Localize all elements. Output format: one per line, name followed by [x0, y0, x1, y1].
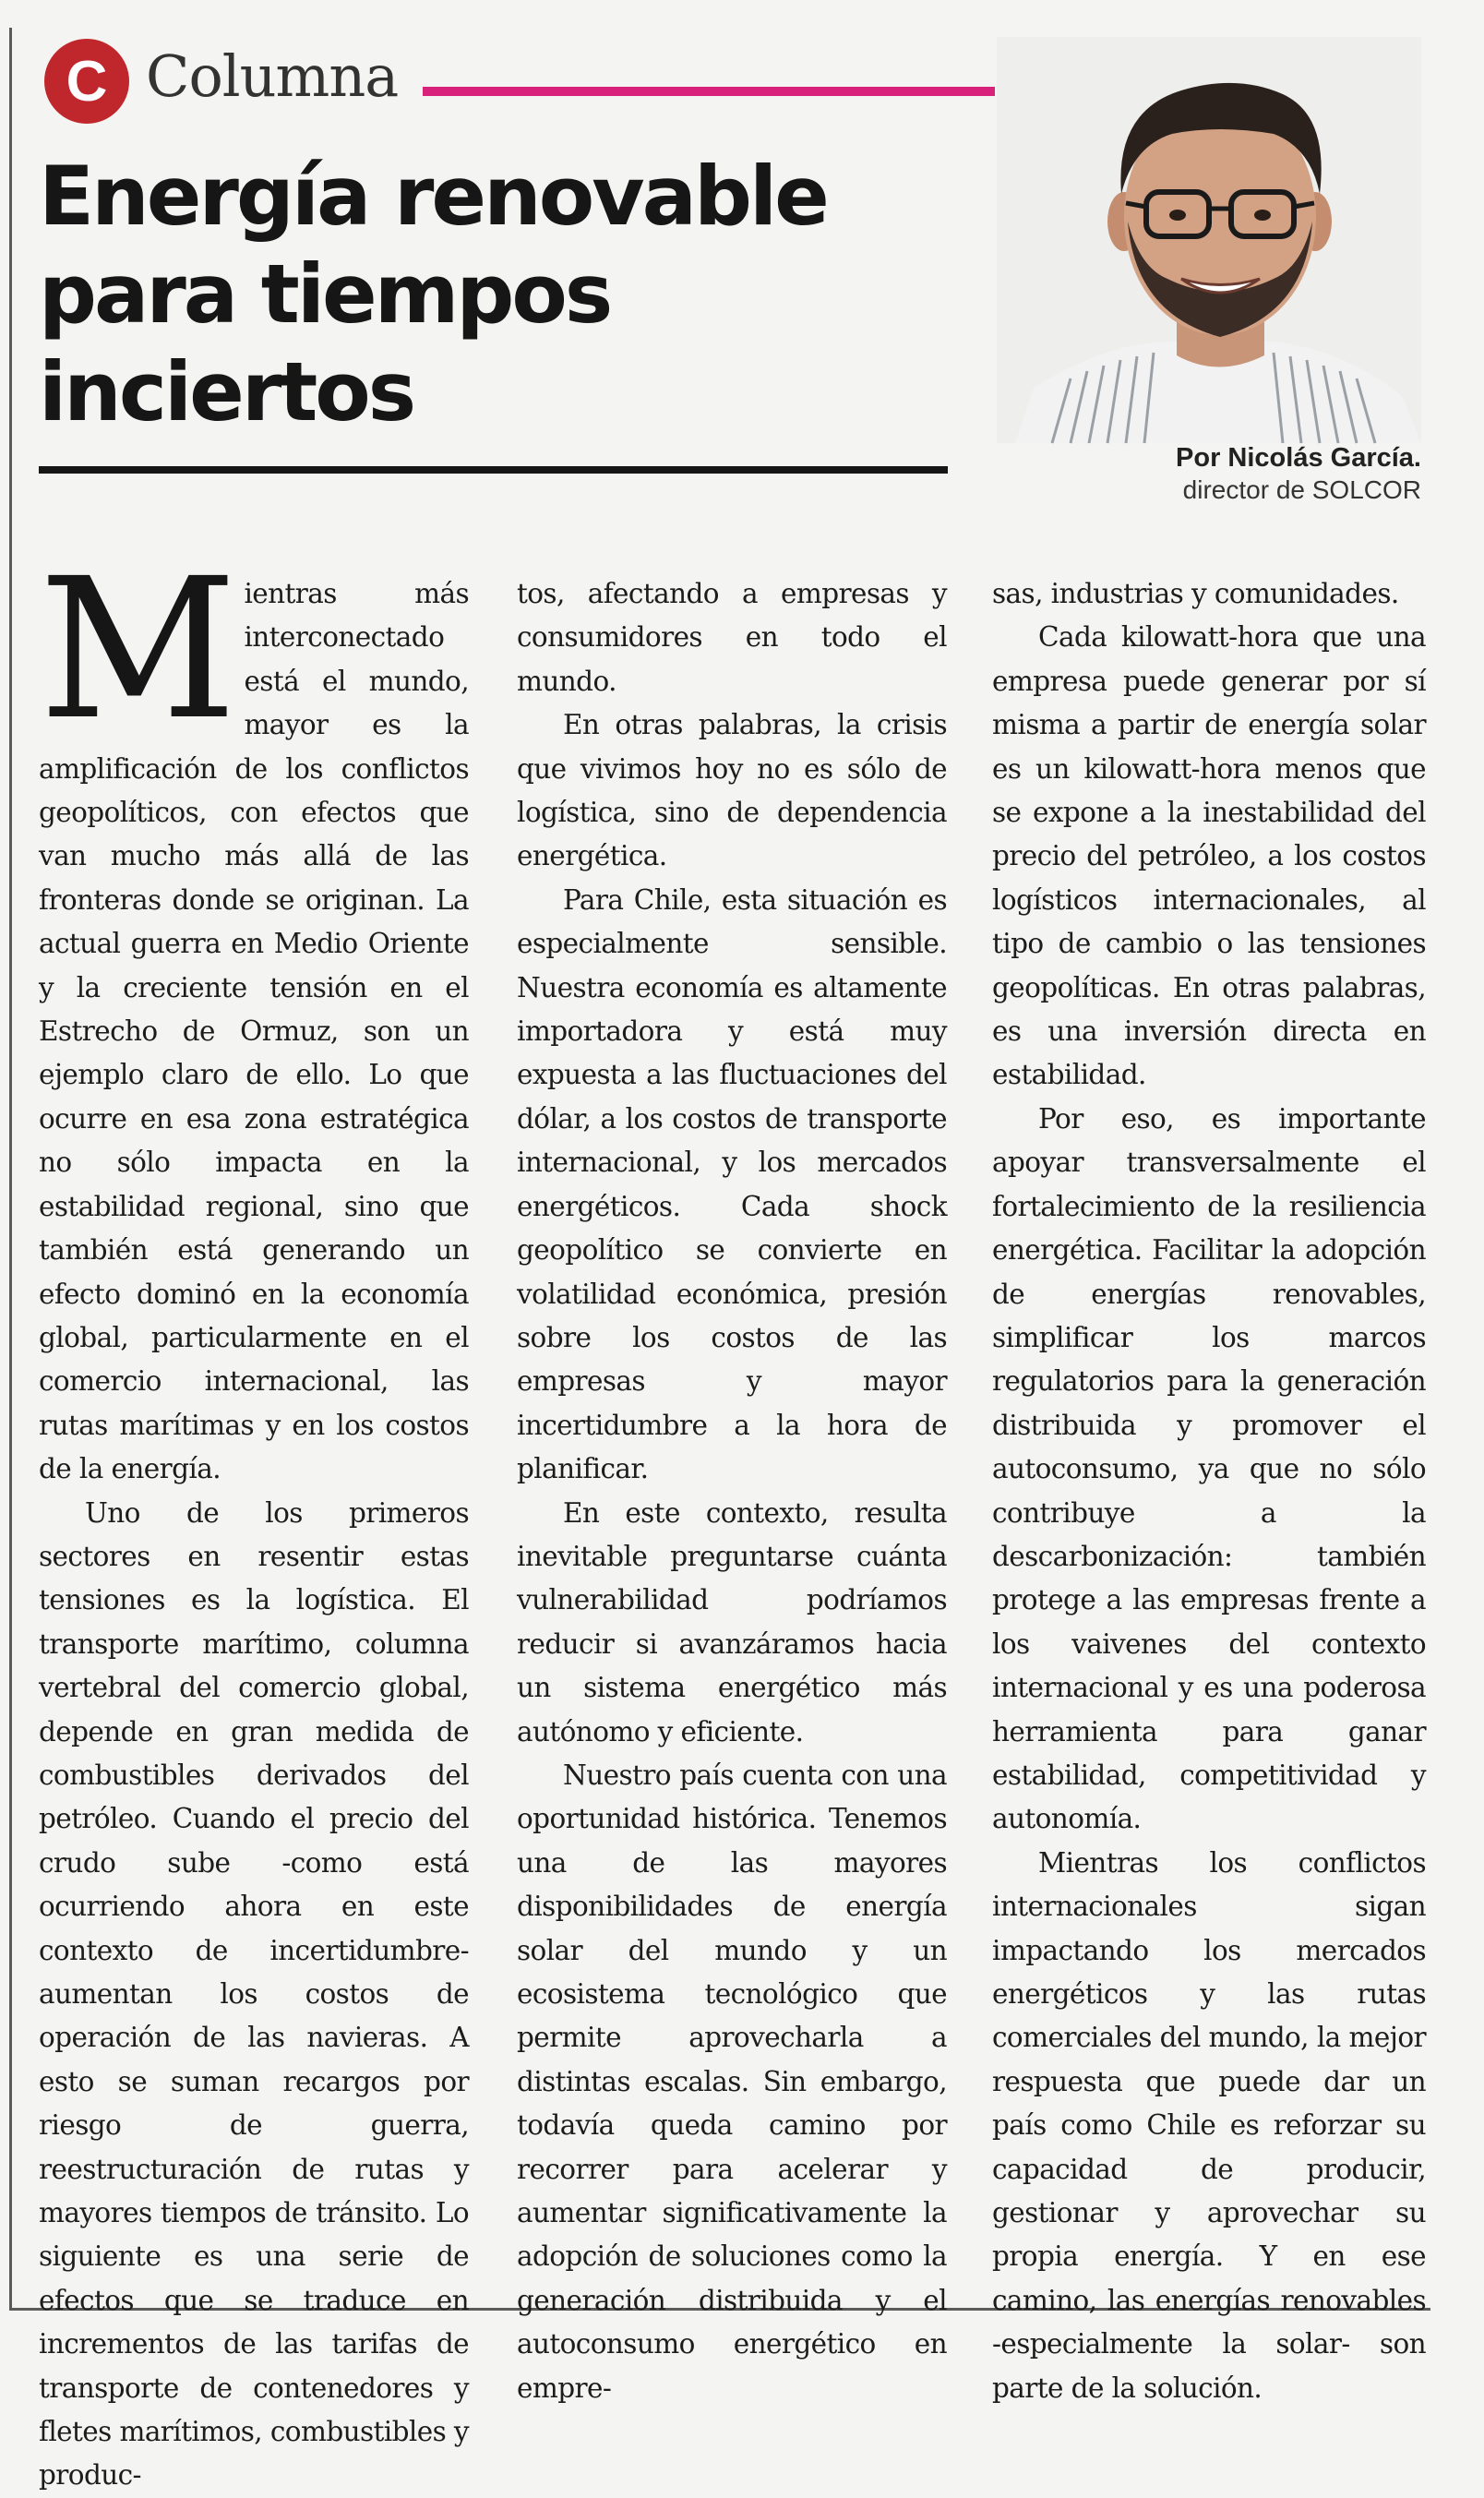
left-border-rule [9, 28, 12, 2308]
section-accent-rule [423, 87, 995, 96]
article-column-1 [39, 536, 469, 2492]
headline: Energía renovable para tiempos inciertos [39, 149, 827, 439]
article-paragraph: sas, industrias y comunidades. [992, 578, 1399, 609]
article-paragraph [39, 536, 469, 1492]
article-column-3 [992, 572, 1426, 2404]
section-header [44, 39, 1004, 124]
article-paragraph: Nuestro país cuenta con una oportunidad histórica. Tenemos una de las mayores disponibilidades de energía solar del mundo y un ecosistema tecnológico que permite aprovecharla a distintas escalas. Sin embargo, todavía queda camino por recorrer para acelerar y aumentar significativamente la adopción de soluciones como la generación distribuida y el autoconsumo energético en empre- [517, 1759, 947, 2404]
author-name: Por Nicolás García. [1176, 443, 1421, 473]
paragraph-text: ientras más interconectado está el mundo, mayor es la amplificación de los conflictos geopolíticos, con efectos que van mucho más allá de las fronteras donde se originan. La actual guerra en Medio Oriente y la creciente tensión en el Estrecho de Ormuz, son un ejemplo claro de ello. Lo que ocurre en esa zona estratégica no sólo impacta en la estabilidad regional, sino que también está generando un efecto dominó en la economía global, particularmente en el comercio internacional, las rutas marítimas y en los costos de la energía. [39, 578, 469, 1485]
article-paragraph: Uno de los primeros sectores en resentir estas tensiones es la logística. El transporte marítimo, columna vertebral del comercio global, depende en gran medida de combustibles derivados del petróleo. Cuando el precio del crudo sube -como está ocurriendo ahora en este contexto de incertidumbre- aumentan los costos de operación de las navieras. A esto se suman recargos por riesgo de guerra, reestructuración de rutas y mayores tiempos de tránsito. Lo siguiente es una serie de efectos que se traduce en incrementos de las tarifas de transporte de contenedores y fletes marítimos, combustibles y produc- [39, 1496, 469, 2492]
section-badge: C [44, 39, 129, 124]
article-column-2 [517, 572, 947, 2404]
article-paragraph: Para Chile, esta situación es especialmente sensible. Nuestra economía es altamente importadora y está muy expuesta a las fluctuaciones del dólar, a los costos de transporte internacional, y los mercados energéticos. Cada shock geopolítico se convierte en volatilidad económica, presión sobre los costos de las empresas y mayor incertidumbre a la hora de planificar. [517, 883, 947, 1485]
article-paragraph: En este contexto, resulta inevitable preguntarse cuánta vulnerabilidad podríamos reducir si avanzáramos hacia un sistema energético más autónomo y eficiente. [517, 1496, 947, 1747]
headline-rule [39, 466, 948, 474]
article-paragraph: Cada kilowatt-hora que una empresa puede generar por sí misma a partir de energía solar es un kilowatt-hora menos que se expone a la inestabilidad del precio del petróleo, a los costos logísticos internacionales, al tipo de cambio o las tensiones geopolíticas. En otras palabras, es una inversión directa en estabilidad. [992, 621, 1426, 1091]
article-paragraph: Por eso, es importante apoyar transversalmente el fortalecimiento de la resiliencia energética. Facilitar la adopción de energías renovables, simplificar los marcos regulatorios para la generación distribuida y promover el autoconsumo, ya que no sólo contribuye a la descarbonización: también protege a las empresas frente a los vaivenes del contexto internacional y es una poderosa herramienta para ganar estabilidad, competitividad y autonomía. [992, 1102, 1426, 1835]
author-role: director de SOLCOR [1182, 475, 1421, 504]
drop-cap: M [39, 536, 237, 763]
author-photo [997, 37, 1421, 443]
section-label: Columna [146, 42, 399, 110]
article-paragraph: En otras palabras, la crisis que vivimos hoy no es sólo de logística, sino de dependencia energética. [517, 709, 947, 872]
article-paragraph: Mientras los conflictos internacionales sigan impactando los mercados energéticos y las rutas comerciales del mundo, la mejor respuesta que puede dar un país como Chile es reforzar su capacidad de producir, gestionar y aprovechar su propia energía. Y en ese camino, las energías renovables -especialmente la solar- son parte de la solución. [992, 1846, 1426, 2404]
article-paragraph: tos, afectando a empresas y consumidores en todo el mundo. [517, 578, 947, 697]
byline [1015, 441, 1421, 506]
